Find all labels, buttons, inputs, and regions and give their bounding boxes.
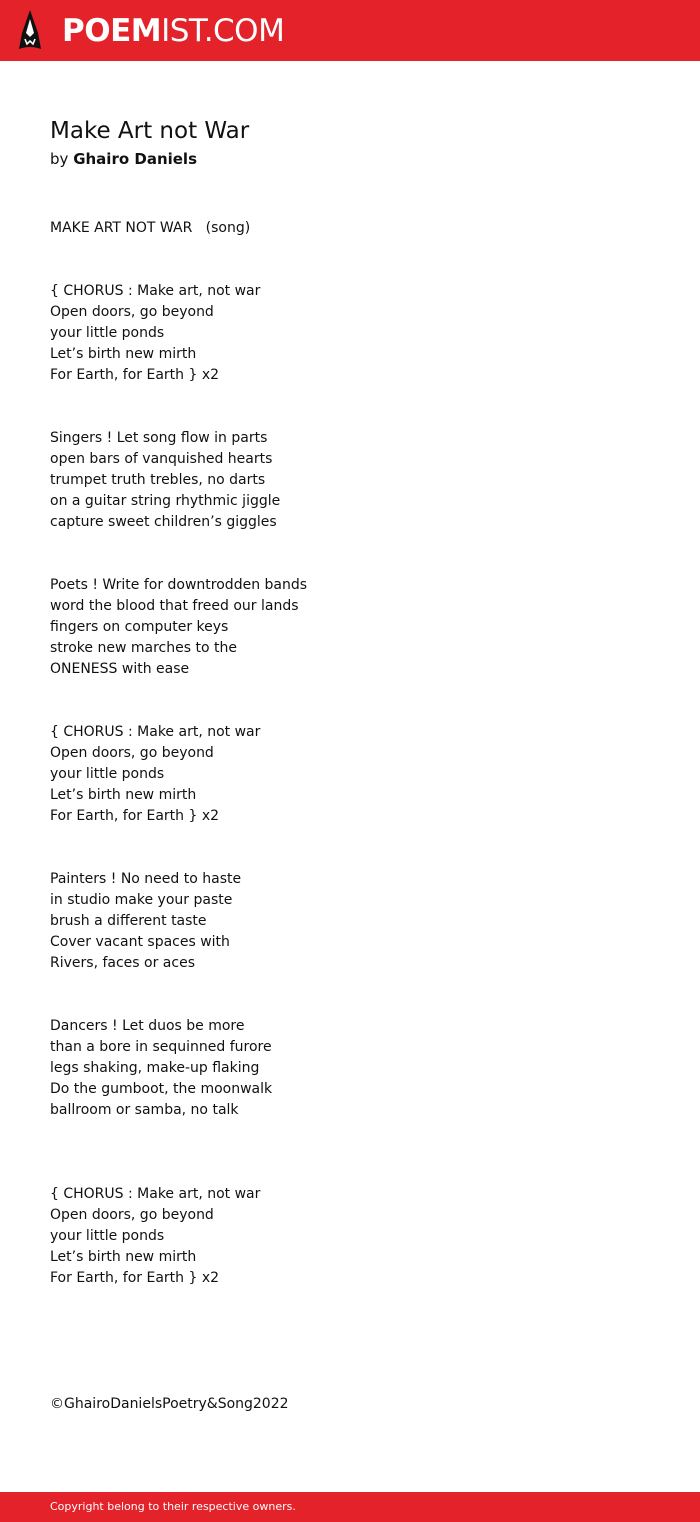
poem-line: For Earth, for Earth } x2: [50, 1270, 220, 1286]
poem-line: Rivers, faces or aces: [50, 955, 195, 971]
poem-line: Do the gumboot, the moonwalk: [50, 1081, 273, 1097]
poem-line: Let’s birth new mirth: [50, 1249, 197, 1265]
site-footer: [0, 1492, 700, 1522]
pen-nib-logo-icon[interactable]: [17, 9, 43, 51]
logo-text-light: IST.COM: [161, 13, 285, 49]
stanza: [50, 281, 260, 386]
stanza: [50, 869, 241, 974]
poem-line: Open doors, go beyond: [50, 304, 214, 320]
poem-line: Dancers ! Let duos be more: [50, 1018, 245, 1034]
poem-line: word the blood that freed our lands: [50, 598, 299, 614]
by-label: by: [50, 150, 69, 168]
poem-line: For Earth, for Earth } x2: [50, 808, 220, 824]
poem-line: MAKE ART NOT WAR (song): [50, 220, 251, 236]
poem-line: on a guitar string rhythmic jiggle: [50, 493, 281, 509]
poem-line: { CHORUS : Make art, not war: [50, 724, 261, 740]
stanza: [50, 1016, 272, 1121]
poem-line: { CHORUS : Make art, not war: [50, 1186, 261, 1202]
poem-line: open bars of vanquished hearts: [50, 451, 273, 467]
author-name[interactable]: Ghairo Daniels: [73, 150, 198, 168]
poem-copyright: ©GhairoDanielsPoetry&Song2022: [50, 1396, 289, 1412]
site-logo[interactable]: [62, 11, 284, 51]
poem-line: trumpet truth trebles, no darts: [50, 472, 266, 488]
poem-line: Open doors, go beyond: [50, 745, 214, 761]
poem-line: { CHORUS : Make art, not war: [50, 283, 261, 299]
poem-line: your little ponds: [50, 325, 165, 341]
stanza: [50, 722, 260, 827]
poem-line: stroke new marches to the: [50, 640, 237, 656]
poem-line: Painters ! No need to haste: [50, 871, 242, 887]
poem-line: your little ponds: [50, 1228, 165, 1244]
poem-line: than a bore in sequinned furore: [50, 1039, 272, 1055]
poem-line: fingers on computer keys: [50, 619, 229, 635]
poem-line: your little ponds: [50, 766, 165, 782]
stanza: [50, 575, 307, 680]
logo-text-bold: POEM: [62, 13, 162, 49]
poem-line: legs shaking, make-up flaking: [50, 1060, 260, 1076]
stanza: [50, 218, 250, 239]
poem-line: Open doors, go beyond: [50, 1207, 214, 1223]
stanza: [50, 428, 280, 533]
poem-line: For Earth, for Earth } x2: [50, 367, 220, 383]
poem-title: Make Art not War: [50, 118, 250, 144]
poem-line: brush a different taste: [50, 913, 207, 929]
poem-line: ballroom or samba, no talk: [50, 1102, 239, 1118]
poem-line: Let’s birth new mirth: [50, 787, 197, 803]
footer-copyright-text: Copyright belong to their respective owners.: [50, 1500, 296, 1513]
poem-byline: [50, 148, 197, 170]
site-header: [0, 0, 700, 61]
poem-line: ONENESS with ease: [50, 661, 190, 677]
poem-line: capture sweet children’s giggles: [50, 514, 277, 530]
poem-line: Poets ! Write for downtrodden bands: [50, 577, 308, 593]
poem-line: Cover vacant spaces with: [50, 934, 230, 950]
stanza: [50, 1184, 260, 1289]
poem-line: Let’s birth new mirth: [50, 346, 197, 362]
poem-line: in studio make your paste: [50, 892, 233, 908]
poem-line: Singers ! Let song flow in parts: [50, 430, 268, 446]
